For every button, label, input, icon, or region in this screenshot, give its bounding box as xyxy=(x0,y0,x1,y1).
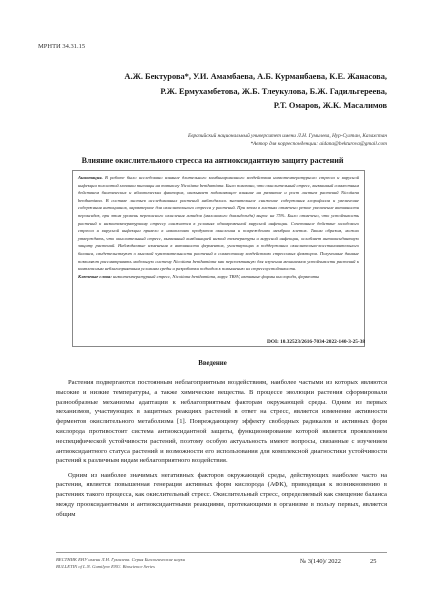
keywords-text: низкотемпературный стресс, Nicotiana benthamiana, вирус TBSV, активные формы кислорода, ферменты xyxy=(111,273,320,279)
paragraph: Одним из наиболее значимых негативных факторов окружающей среды, действующих наиболее часто на растения, является повышенная генерация активных форм кислорода (АФК), приводящая к возникновению в растениях такого процесса, как окислительный стресс. Окислительный стресс, определяемый как смещение баланса между прооксидантными и антиоксидантными реакциями, протекающими в организме в пользу первых, является общим xyxy=(56,471,387,518)
author-list xyxy=(38,70,387,114)
author-line: Р.Ж. Ермухамбетова, Ж.Б. Тлеукулова, Б.Ж. Гадильгереева, xyxy=(160,86,387,96)
journal-name-en: BULLETIN of L.N. Gumilyov ENU. Bioscience Series xyxy=(56,564,155,569)
abstract-label: Аннотация. xyxy=(78,175,103,180)
abstract xyxy=(78,174,359,273)
author-line: Р.Т. Омаров, Ж.К. Масалимов xyxy=(273,101,387,110)
affiliation xyxy=(38,132,387,148)
paragraph: Растения подвергаются постоянным неблагоприятным воздействиям, наиболее частыми из которых являются высокие и низкие температуры, а также химические вещества. В процессе эволюции растения сформировали разнообразные механизмы адаптации к неблагоприятным факторам окружающей среды. Одним из первых механизмов, участвующих в защитных реакциях растений в ответ на стресс, является изменение активности ферментов окислительного метаболизма [1]. Повреждающему эффекту свободных радикалов и активных форм кислорода противостоит система антиоксидантной защиты, функционирование которой является проявлением неспецифической устойчивости растений, поэтому особую актуальность имеют вопросы, связанные с изучением антиоксидантного статуса растений и возможности его использования для комплексной диагностики устойчивости растений к различным видам неблагоприятного воздействия. xyxy=(56,379,387,465)
issue-number: № 3(140)/ 2022 xyxy=(300,558,341,565)
page-number: 25 xyxy=(370,558,377,565)
mrnti-code: МРНТИ 34.31.15 xyxy=(38,43,86,50)
section-heading: Введение xyxy=(198,360,227,367)
affiliation-line: Евразийский национальный университет имени Л.Н. Гумилева, Нур-Султан, Казахстан xyxy=(188,133,387,139)
abstract-text: В работе было исследовано влияние длительного комбинированного воздействия низкотемпературного стресса и вирусной инфекции полосатой мозаики пшеницы на тапиколу Nicotiana benthamiana. Было показано, что окислительный стресс, вызванный совместным действием биотических и абиотических факторов, оказывает подавляющее влияние на развитие и рост листьев растений Nicotiana benthamiana. В составе листьев исследованных растений наблюдалось значительное снижение содержания хлорофилла и увеличение содержания антоцианов, характерное для окислительного стресса у растений. При этом в листьях отмечено резкое увеличение активности пероксидаз, при этом уровень перекисного окисления липидов (малонового диальдегида) вырос на 75%. Было отмечено, что устойчивость растений к низкотемпературному стрессу снижается в условиях одновременной вирусной инфекции. Сочетанное действие холодового стресса и вирусной инфекции привело к накоплению продуктов окисления и повреждению мембран клеток. Таким образом, можно утверждать, что окислительный стресс, вызванный комбинацией низкой температуры и вирусной инфекции, ослабляет антиоксидантную защиту растений. Наблюдаемые изменения в активности ферментов, участвующих в поддержании окислительно-восстановительного баланса, свидетельствуют о высокой чувствительности растений к совместному воздействию стрессовых факторов. Полученные данные позволяют рассматривать модельную систему Nicotiana benthamiana как перспективную для изучения механизмов устойчивости растений к комплексным неблагоприятным условиям среды и разработки подходов к повышению их стрессоустойчивости. xyxy=(78,175,359,272)
correspondence-line: *Автор для корреспонденции: aidana@bekturova@gmail.com xyxy=(250,141,387,147)
body-text xyxy=(56,378,387,524)
abstract-box xyxy=(72,170,365,347)
author-line: А.Ж. Бектурова*, У.И. Амамбаева, А.Б. Курманбаева, К.Е. Жанасова, xyxy=(124,72,387,81)
keywords xyxy=(78,273,359,281)
keywords-label: Ключевые слова: xyxy=(78,273,112,279)
journal-name xyxy=(56,556,286,570)
footer-divider xyxy=(56,552,387,553)
journal-name-ru: ВЕСТНИК ЕНУ имени Л.Н. Гумилева. Серия Биологические науки xyxy=(56,557,186,562)
article-title: Влияние окислительного стресса на антиоксидантную защиту растений xyxy=(81,156,344,165)
doi[interactable]: DOI: 10.32523/2616-7034-2022-140-3-25-38 xyxy=(267,339,365,345)
